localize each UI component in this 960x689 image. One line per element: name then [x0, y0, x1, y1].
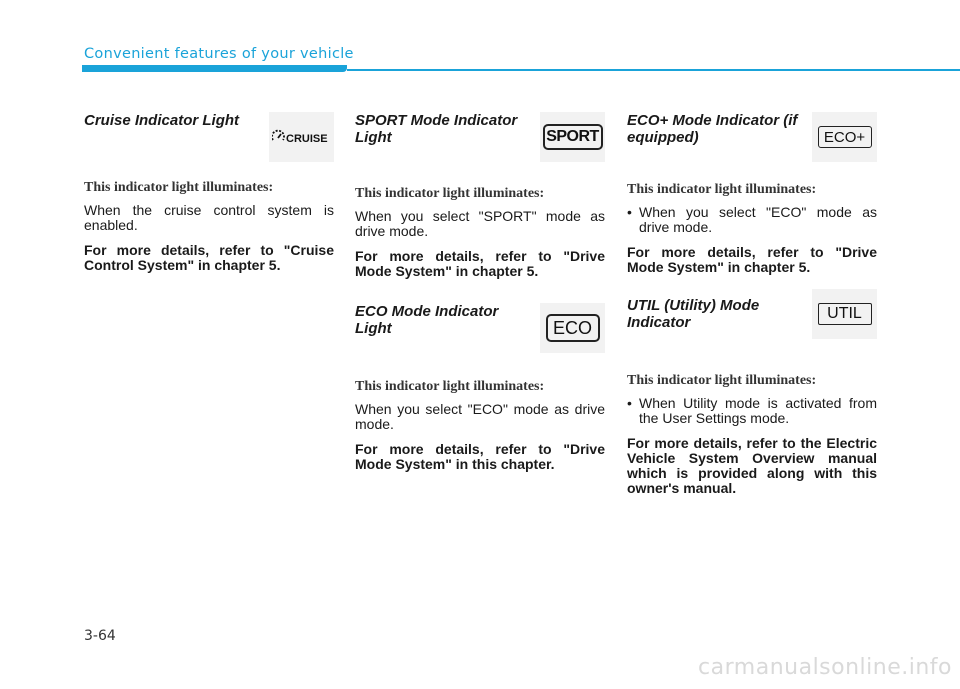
section-reference-note: For more details, refer to "Drive Mode System" in chapter 5. — [355, 248, 605, 279]
util-mode-section — [627, 297, 877, 373]
section-subhead: This indicator light illuminates: — [84, 180, 274, 195]
section-reference-note: For more details, refer to the Electric Vehicle System Overview manual which is provided along with this owner's manual. — [627, 435, 877, 496]
cruise-indicator-section — [84, 110, 334, 180]
section-body: When you select "SPORT" mode as drive mode. — [355, 208, 605, 239]
section-title: ECO Mode Indicator Light — [355, 303, 499, 337]
section-title: Cruise Indicator Light — [84, 112, 240, 129]
page-number: 3-64 — [84, 628, 116, 644]
bullet-text: When you select "ECO" mode as drive mode. — [639, 204, 877, 235]
cruise-indicator-icon — [269, 112, 334, 162]
sport-mode-section — [355, 110, 605, 186]
header-rule — [347, 69, 960, 71]
section-subhead: This indicator light illuminates: — [355, 379, 545, 394]
cruise-icon-label: CRUISE — [285, 133, 328, 145]
bullet-symbol: • — [627, 395, 632, 411]
section-reference-note: For more details, refer to "Drive Mode System" in this chapter. — [355, 441, 605, 472]
section-title: ECO+ Mode Indicator (if equipped) — [627, 112, 798, 146]
section-title: UTIL (Utility) Mode Indicator — [627, 297, 760, 331]
util-badge: UTIL — [818, 303, 872, 325]
eco-mode-icon — [540, 303, 605, 353]
eco-plus-mode-section — [627, 110, 877, 182]
header-accent-bar — [82, 65, 347, 72]
column-middle — [355, 110, 605, 472]
eco-plus-mode-icon — [812, 112, 877, 162]
bullet-item — [627, 205, 877, 235]
eco-plus-badge: ECO+ — [818, 126, 872, 148]
sport-badge: SPORT — [543, 124, 603, 150]
section-reference-note: For more details, refer to "Drive Mode System" in chapter 5. — [627, 244, 877, 275]
column-left — [84, 110, 334, 273]
section-header-title: Convenient features of your vehicle — [84, 46, 354, 62]
section-subhead: This indicator light illuminates: — [355, 186, 545, 201]
bullet-item — [627, 396, 877, 426]
section-subhead: This indicator light illuminates: — [627, 182, 817, 197]
bullet-symbol: • — [627, 204, 632, 220]
section-title: SPORT Mode Indicator Light — [355, 112, 518, 146]
eco-mode-section — [355, 303, 605, 379]
section-reference-note: For more details, refer to "Cruise Control System" in chapter 5. — [84, 242, 334, 273]
bullet-text: When Utility mode is activated from the User Settings mode. — [639, 395, 877, 426]
section-subhead: This indicator light illuminates: — [627, 373, 817, 388]
watermark: carmanualsonline.info — [698, 655, 952, 680]
sport-mode-icon — [540, 112, 605, 162]
util-mode-icon — [812, 289, 877, 339]
section-body: When you select "ECO" mode as drive mode. — [355, 401, 605, 432]
column-right — [627, 110, 877, 496]
eco-badge: ECO — [546, 314, 600, 342]
section-body: When the cruise control system is enabled. — [84, 202, 334, 233]
